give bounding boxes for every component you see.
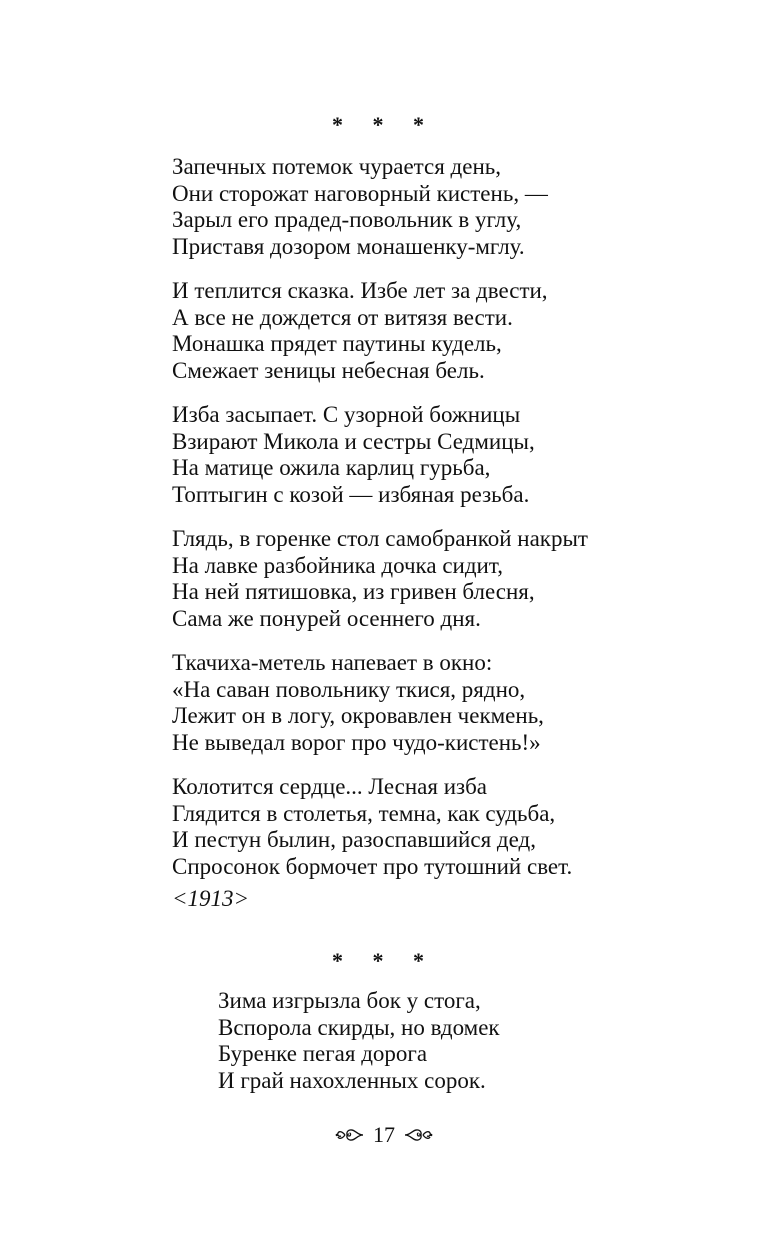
poem-line: Глядь, в горенке стол самобранкой накрыт <box>172 526 588 551</box>
poem-line: Глядится в столетья, темна, как судьба, <box>172 800 556 826</box>
poem-line: На ней пятишовка, из гривен блесня, <box>172 579 535 604</box>
poem-line: «На саван повольнику ткися, рядно, <box>172 676 526 702</box>
poem-1 <box>172 154 732 898</box>
poem-2 <box>218 988 768 1112</box>
poem-line: Смежает зеницы небесная бель. <box>172 357 485 383</box>
stanza <box>172 526 732 632</box>
stanza <box>172 650 732 756</box>
poem-line: Сама же понурей осеннего дня. <box>172 605 481 631</box>
poem-line: Ткачиха-метель напевает в окно: <box>172 650 493 675</box>
stanza <box>172 278 732 384</box>
page-number: 17 <box>373 1121 395 1147</box>
poem-line: И теплится сказка. Избе лет за двести, <box>172 278 548 303</box>
scroll-ornament-icon <box>403 1126 433 1144</box>
poem-line: Лежит он в логу, окровавлен чекмень, <box>172 703 544 728</box>
stanza <box>172 402 732 508</box>
poem-line: Буренке пегая дорога <box>218 1041 428 1066</box>
page-footer <box>0 1121 768 1147</box>
poem-line: Вспорола скирды, но вдомек <box>218 1014 500 1040</box>
poem-line: А все не дождется от витязя вести. <box>172 304 513 330</box>
stanza <box>218 988 768 1094</box>
poem-line: Запечных потемок чурается день, <box>172 154 502 179</box>
poem-line: Топтыгин с козой — избяная резьба. <box>172 481 530 507</box>
poem-line: Приставя дозором монашенку-мглу. <box>172 233 525 259</box>
poem-line: И грай нахохленных сорок. <box>218 1067 486 1093</box>
poem-line: Монашка прядет паутины кудель, <box>172 331 502 356</box>
stanza <box>172 774 732 880</box>
poem-line: Изба засыпает. С узорной божницы <box>172 402 521 427</box>
poem-line: На лавке разбойника дочка сидит, <box>172 552 503 578</box>
poem-line: Они сторожат наговорный кистень, — <box>172 180 548 206</box>
section-separator: * * * <box>332 948 436 973</box>
poem-line: На матице ожила карлиц гурьба, <box>172 455 491 480</box>
section-separator: * * * <box>332 112 436 137</box>
poem-line: Колотится сердце... Лесная изба <box>172 774 487 799</box>
poem-line: Зарыл его прадед-повольник в углу, <box>172 207 522 232</box>
poem-date: <1913> <box>172 886 250 911</box>
scroll-ornament-icon <box>335 1126 365 1144</box>
poem-line: И пестун былин, разоспавшийся дед, <box>172 827 536 852</box>
poem-line: Зима изгрызла бок у стога, <box>218 988 481 1013</box>
poem-line: Спросонок бормочет про тутошний свет. <box>172 853 573 879</box>
stanza <box>172 154 732 260</box>
poem-line: Не выведал ворог про чудо-кистень!» <box>172 729 541 755</box>
poem-line: Взирают Микола и сестры Седмицы, <box>172 428 535 454</box>
